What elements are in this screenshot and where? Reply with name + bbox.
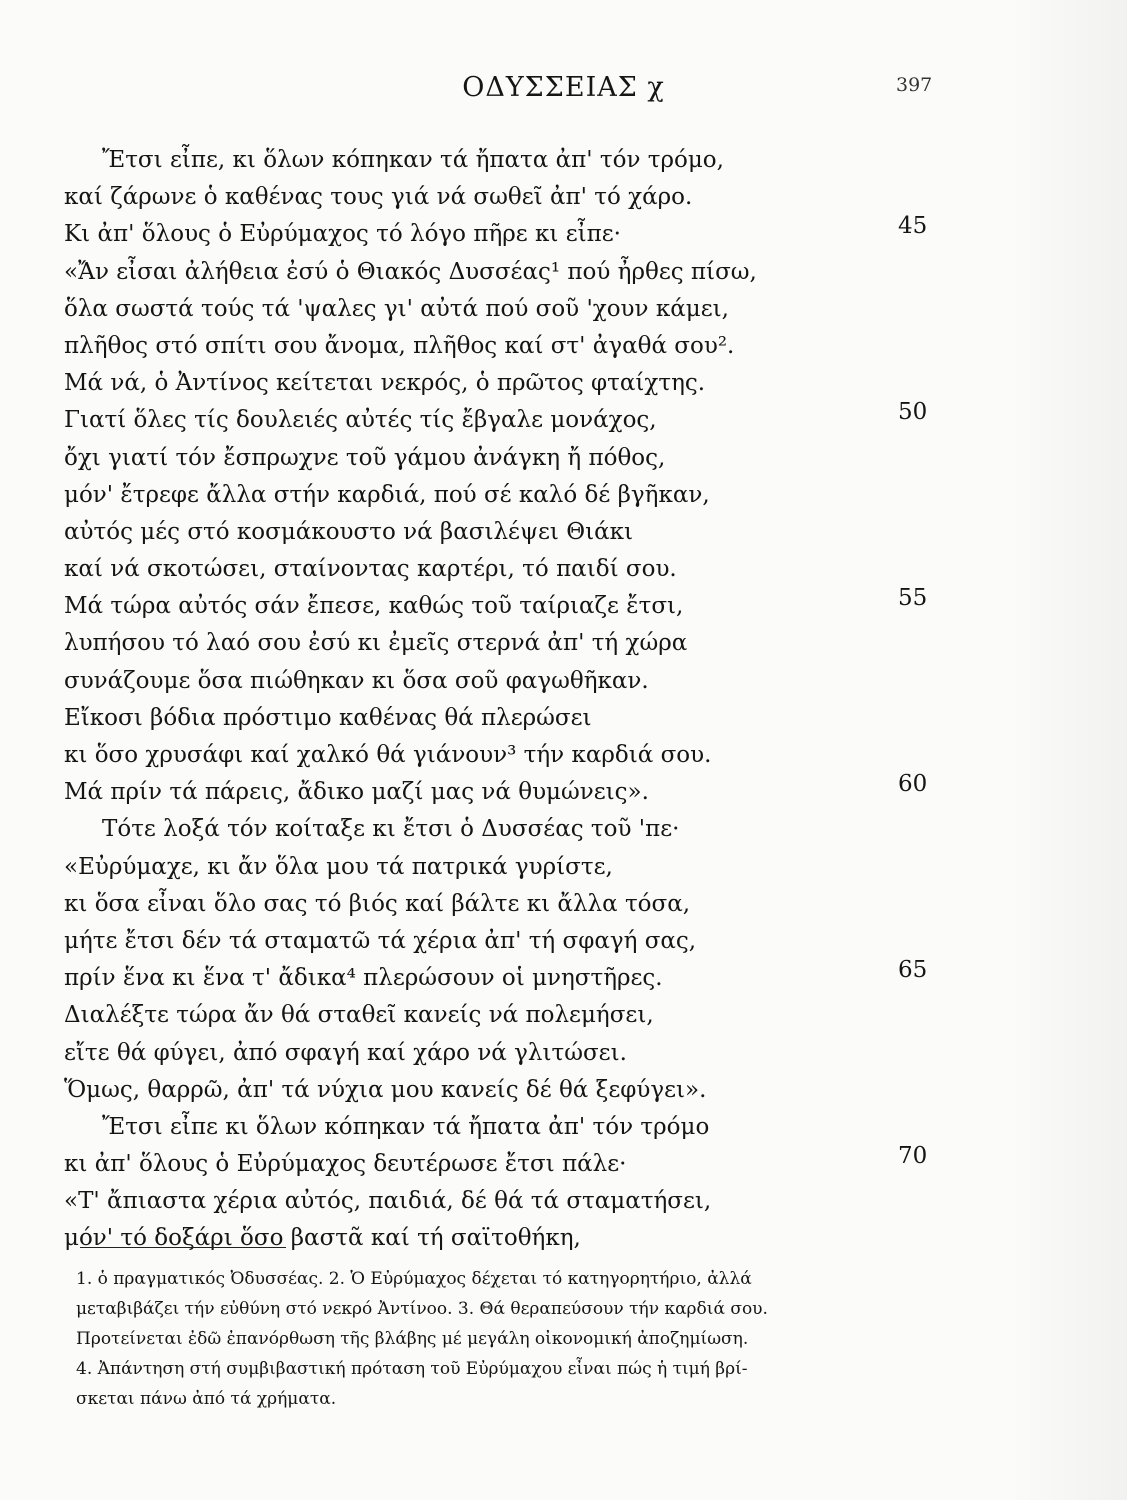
verse-line <box>64 700 944 737</box>
verse-text: κι ἀπ' ὅλους ὁ Εὐρύμαχος δευτέρωσε ἔτσι πάλε· <box>64 1151 627 1178</box>
verse-text: Ἔτσι εἶπε κι ὅλων κόπηκαν τά ἤπατα ἀπ' τόν τρόμο <box>102 1113 710 1140</box>
footnote-line: μεταβιβάζει τήν εὐθύνη στό νεκρό Ἀντίνοο. 3. Θά θεραπεύσουν τήν καρδιά σου. <box>76 1299 768 1319</box>
verse-line <box>64 1109 944 1146</box>
verse-text: μόν' τό δοξάρι ὅσο βαστᾶ καί τή σαϊτοθήκη, <box>64 1225 581 1252</box>
footnote-line: 4. Ἀπάντηση στή συμβιβαστική πρόταση τοῦ Εὐρύμαχου εἶναι πώς ἡ τιμή βρί- <box>76 1359 748 1379</box>
verse-line <box>64 1143 944 1183</box>
verse-line <box>64 737 944 774</box>
footnote-line: 1. ὁ πραγματικός Ὀδυσσέας. 2. Ὁ Εὐρύμαχος δέχεται τό κατηγορητήριο, ἀλλά <box>76 1269 752 1289</box>
verse-line <box>64 399 944 439</box>
verse-text: Μά τώρα αὐτός σάν ἔπεσε, καθώς τοῦ ταίριαζε ἔτσι, <box>64 593 684 620</box>
page-number: 397 <box>896 74 933 96</box>
verse-text: ὄχι γιατί τόν ἔσπρωχνε τοῦ γάμου ἀνάγκη ἤ πόθος, <box>64 444 666 471</box>
verse-line <box>64 514 944 551</box>
verse-text: λυπήσου τό λαό σου ἐσύ κι ἐμεῖς στερνά ἀπ' τή χώρα <box>64 630 688 657</box>
verse-text: μόν' ἔτρεφε ἄλλα στήν καρδιά, πού σέ καλό δέ βγῆκαν, <box>64 481 710 508</box>
verse-line <box>64 477 944 514</box>
verse-text: Μά πρίν τά πάρεις, ἄδικο μαζί μας νά θυμώνεις». <box>64 779 649 806</box>
verse-text: «Ἄν εἶσαι ἀλήθεια ἐσύ ὁ Θιακός Δυσσέας¹ πού ἦρθες πίσω, <box>64 258 757 285</box>
line-number: 55 <box>898 585 928 612</box>
verse-text: «Τ' ἄπιαστα χέρια αὐτός, παιδιά, δέ θά τά σταματήσει, <box>64 1188 712 1215</box>
verse-line <box>64 142 944 179</box>
verse-line <box>64 213 944 253</box>
verse-line <box>64 1183 944 1220</box>
verse-line <box>64 811 944 848</box>
verse-text: Γιατί ὅλες τίς δουλειές αὐτές τίς ἔβγαλε μονάχος, <box>64 407 657 434</box>
footnotes <box>76 1264 948 1414</box>
footnote-line: Προτείνεται ἐδῶ ἐπανόρθωση τῆς βλάβης μέ μεγάλη οἰκονομική ἀποζημίωση. <box>76 1329 749 1349</box>
line-number: 45 <box>898 213 928 240</box>
line-number: 60 <box>898 771 928 798</box>
verse-text: Διαλέξτε τώρα ἄν θά σταθεῖ κανείς νά πολεμήσει, <box>64 1002 654 1029</box>
verse-line <box>64 849 944 886</box>
verse-line <box>64 663 944 700</box>
verse-text: πλῆθος στό σπίτι σου ἄνομα, πλῆθος καί στ' ἀγαθά σου². <box>64 332 735 359</box>
verse-line <box>64 179 944 216</box>
verse-line <box>64 957 944 997</box>
verse-text: ὅλα σωστά τούς τά 'ψαλες γι' αὐτά πού σοῦ 'χουν κάμει, <box>64 295 729 322</box>
verse-line <box>64 1072 944 1109</box>
verse-text: «Εὐρύμαχε, κι ἄν ὅλα μου τά πατρικά γυρίστε, <box>64 853 613 880</box>
verse-text: συνάζουμε ὅσα πιώθηκαν κι ὅσα σοῦ φαγωθῆκαν. <box>64 667 649 694</box>
page-title: ΟΔΥΣΣΕΙΑΣ χ <box>462 72 665 103</box>
verse-text: καί νά σκοτώσει, σταίνοντας καρτέρι, τό παιδί σου. <box>64 556 677 583</box>
page-edge-shadow <box>1010 0 1127 1500</box>
footnote-line: σκεται πάνω ἀπό τά χρήματα. <box>76 1389 337 1409</box>
verse-line <box>64 585 944 625</box>
verse-text: εἴτε θά φύγει, ἀπό σφαγή καί χάρο νά γλιτώσει. <box>64 1039 627 1066</box>
footnote-divider <box>80 1247 286 1248</box>
verse-text: Εἴκοσι βόδια πρόστιμο καθένας θά πλερώσει <box>64 704 592 731</box>
verse-text: Μά νά, ὁ Ἀντίνος κείτεται νεκρός, ὁ πρῶτος φταίχτης. <box>64 370 706 397</box>
verse-line <box>64 1035 944 1072</box>
verse-text: Κι ἀπ' ὅλους ὁ Εὐρύμαχος τό λόγο πῆρε κι εἶπε· <box>64 221 621 248</box>
verse-line <box>64 923 944 960</box>
verse-line <box>64 440 944 477</box>
verse-text: Ὅμως, θαρρῶ, ἀπ' τά νύχια μου κανείς δέ θά ξεφύγει». <box>64 1076 707 1103</box>
verse-line <box>64 551 944 588</box>
verse-text: κι ὅσο χρυσάφι καί χαλκό θά γιάνουν³ τήν καρδιά σου. <box>64 742 712 768</box>
verse-text: Τότε λοξά τόν κοίταξε κι ἔτσι ὁ Δυσσέας τοῦ 'πε· <box>102 816 680 843</box>
verse-line <box>64 365 944 402</box>
verse-text: μήτε ἔτσι δέν τά σταματῶ τά χέρια ἀπ' τή σφαγή σας, <box>64 927 697 954</box>
verse-line <box>64 254 944 291</box>
line-number: 65 <box>898 957 928 984</box>
verse-text: Ἔτσι εἶπε, κι ὅλων κόπηκαν τά ἤπατα ἀπ' τόν τρόμο, <box>102 147 724 173</box>
verse-line <box>64 1220 944 1257</box>
line-number: 70 <box>898 1143 928 1170</box>
verse-line <box>64 291 944 328</box>
verse-text: καί ζάρωνε ὁ καθένας τους γιά νά σωθεῖ ἀπ' τό χάρο. <box>64 184 693 211</box>
verse-text: αὐτός μές στό κοσμάκουστο νά βασιλέψει Θιάκι <box>64 518 634 545</box>
verse-line <box>64 886 944 923</box>
verse-line <box>64 997 944 1034</box>
verse-block <box>64 142 944 1258</box>
verse-line <box>64 625 944 662</box>
verse-line <box>64 328 944 365</box>
verse-text: πρίν ἕνα κι ἕνα τ' ἄδικα⁴ πλερώσουν οἱ μνηστῆρες. <box>64 965 663 992</box>
line-number: 50 <box>898 399 928 426</box>
verse-line <box>64 771 944 811</box>
verse-text: κι ὅσα εἶναι ὅλο σας τό βιός καί βάλτε κι ἄλλα τόσα, <box>64 890 691 917</box>
